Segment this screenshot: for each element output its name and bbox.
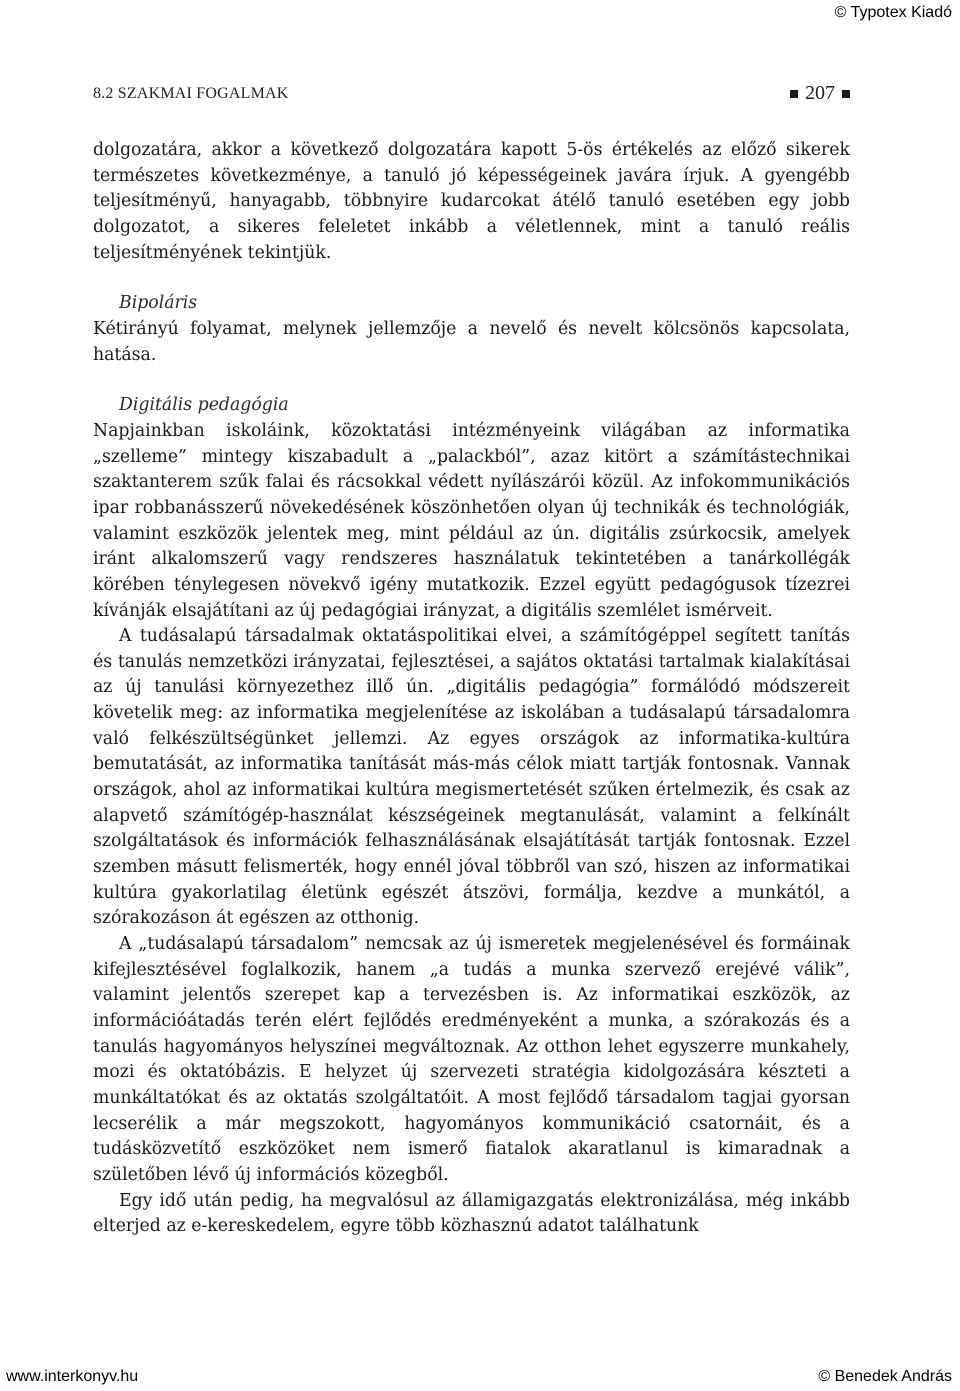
term-paragraph: Napjainkban iskoláink, közoktatási intézményeink világában az informatika „szelleme” mintegy kiszabadult a „palackból”, azaz kitört a számítástechnikai szaktanterem szűk falai és rácsokkal védett nyílászárói közül. Az infokommunikációs ipar robbanásszerű növekedésének köszönhetően olyan új technikák és technológiák, valamint eszközök jelentek meg, mint például az ún. digitális zsúrkocsik, amelyek iránt alkalomszerű vagy rendszeres használatuk tekintetében a tanárkollégák körében ténylegesen növekvő igény mutatkozik. Ezzel együtt pedagógusok tízezrei kívánják elsajátítani az új pedagógiai irányzat, a digitális szemlélet ismérveit. <box>93 420 850 621</box>
section-title: 8.2 SZAKMAI FOGALMAK <box>93 85 289 102</box>
square-bullet-icon <box>790 90 798 98</box>
term-title: Digitális pedagógia <box>119 395 289 416</box>
site-watermark: www.interkonyv.hu <box>6 1368 139 1385</box>
term-entry-digitalis-pedagogia <box>93 393 850 1240</box>
term-paragraph: A „tudásalapú társadalom” nemcsak az új ismeretek megjelenésével és formáinak kifejlesztésével foglalkozik, hanem „a tudás a munka szervező erejévé válik”, valamint jelentős szerepet kap a tervezésben is. Az informatikai eszközök, az információátadás terén elért fejlődés eredményeként a munka, a szórakozás és a tanulás hagyományos helyszínei megváltoznak. Az otthon lehet egyszerre munkahely, mozi és oktatóbázis. E helyzet új szervezeti stratégia kidolgozására készteti a munkáltatókat és az oktatás szolgáltatóit. A most fejlődő társadalom tagjai gyorsan lecserélik a már megszokott, hagyományos kommunikáció csatornáit, és a tudásközvetítő eszközöket nem ismerő fiatalok akaratlanul is kimaradnak a születőben lévő új információs közegből. <box>93 934 850 1185</box>
term-title: Bipoláris <box>119 293 198 314</box>
term-paragraph: Egy idő után pedig, ha megvalósul az államigazgatás elektronizálása, még inkább elterjed az e-kereskedelem, egyre több közhasznú adatot találhatunk <box>93 1190 850 1237</box>
square-bullet-icon <box>842 90 850 98</box>
page-number: 207 <box>805 82 835 104</box>
page-number-group <box>790 82 850 105</box>
author-watermark: © Benedek András <box>818 1368 952 1385</box>
term-paragraph: A tudásalapú társadalmak oktatáspolitikai elvei, a számítógéppel segített tanítás és tanulás nemzetközi irányzatai, fejlesztései, a sajátos oktatási tartalmak kialakításai az új tanulási környezethez illő ún. „digitális pedagógia” formálódó módszereit követelik meg: az informatika megjelenítése az iskolában a tudásalapú társadalomra való felkészültségünket jellemzi. Az egyes országok az informatika-kultúra bemutatását, az informatika tanítását más-más célok miatt tartják fontosnak. Vannak országok, ahol az informatikai kultúra megismertetését szűken értelmezik, és csak az alapvető számítógép-használat készségeinek megtanulását, valamint a felkínált szolgáltatások és információk felhasználásának elsajátítását tartják fontosnak. Ezzel szemben másutt felismerték, hogy ennél jóval többről van szó, hiszen az informatikai kultúra gyakorlatilag életünk egészét átszövi, formálja, kezdve a munkától, a szórakozáson át egészen az otthonig. <box>93 626 850 929</box>
intro-paragraph: dolgozatára, akkor a következő dolgozatára kapott 5-ös értékelés az előző sikerek természetes következménye, a tanuló jó képességeinek javára írjuk. A gyengébb teljesítményű, hanyagabb, többnyire kudarcokat átélő tanuló esetében egy jobb dolgozatot, a sikeres feleletet inkább a véletlennek, mint a tanuló reális teljesítményének tekintjük. <box>93 140 850 263</box>
page-body <box>93 138 850 1240</box>
running-header <box>93 82 850 106</box>
term-entry-bipolaris <box>93 291 850 368</box>
publisher-watermark: © Typotex Kiadó <box>834 4 952 21</box>
term-definition: Kétirányú folyamat, melynek jellemzője a nevelő és nevelt kölcsönös kapcsolata, hatása. <box>93 318 850 365</box>
